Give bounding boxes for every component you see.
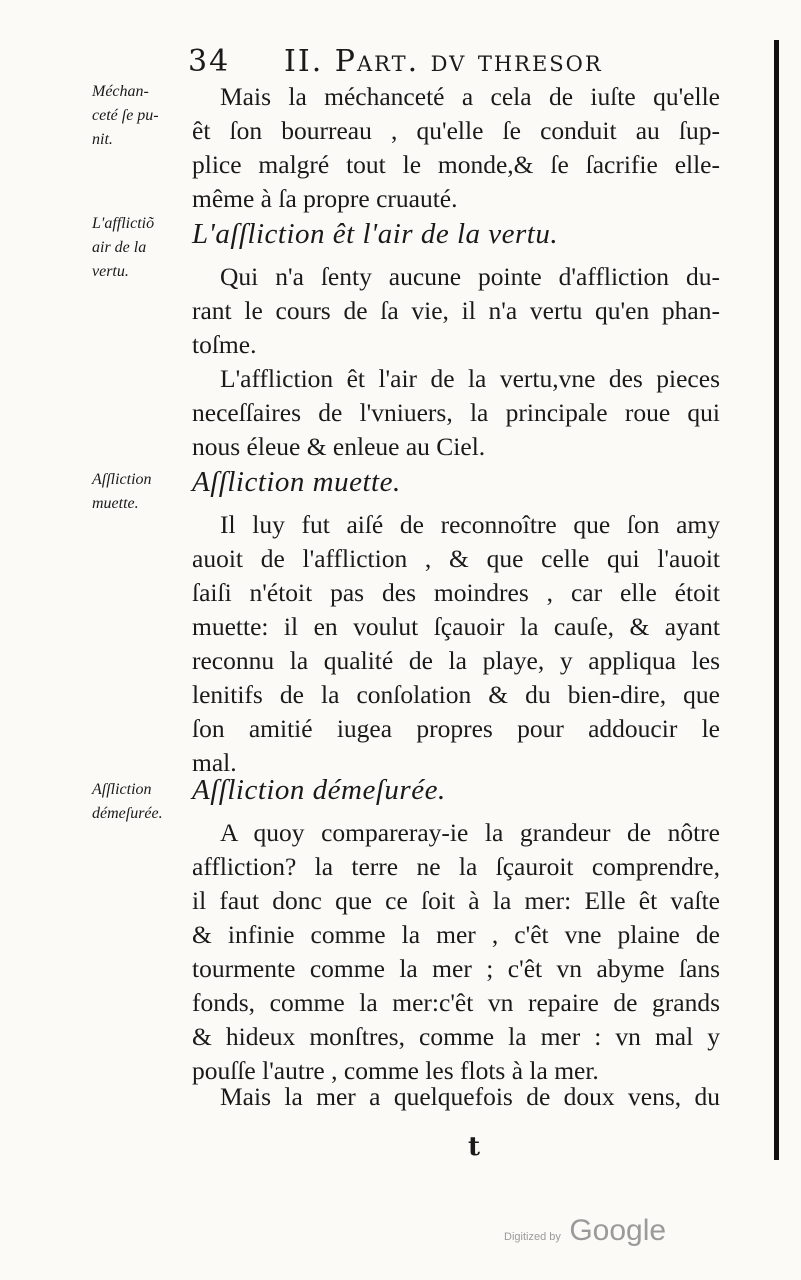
margin-note-line: vertu.: [92, 263, 129, 280]
text-line: muette: il en voulut ſçauoir la cauſe, & ayant: [192, 612, 720, 641]
digitization-watermark: [504, 1214, 666, 1248]
text-line: mal.: [192, 748, 237, 777]
paragraph: [192, 1080, 720, 1114]
text-line: même à ſa propre cruauté.: [192, 184, 458, 213]
margin-note-line: Méchan-: [92, 83, 149, 100]
text-line: il faut donc que ce ſoit à la mer: Elle êt vaſte: [192, 886, 720, 915]
text-line: neceſſaires de l'vniuers, la principale roue qui: [192, 398, 720, 427]
margin-note: [92, 468, 192, 516]
text-line: êt ſon bourreau , qu'elle ſe conduit au ſup-: [192, 116, 720, 145]
margin-note-line: Aſſliction: [92, 781, 152, 798]
text-line: tourmente comme la mer ; c'êt vn abyme ſans: [192, 954, 720, 983]
gutter-shadow: [774, 40, 779, 1160]
section-heading: Aſſliction muette.: [192, 466, 401, 498]
margin-note-line: L'afflictiõ: [92, 215, 155, 232]
text-line: & hideux monſtres, comme la mer : vn mal y: [192, 1022, 720, 1051]
paragraph: [192, 816, 720, 1088]
section-heading: Aſſliction démeſurée.: [192, 774, 446, 806]
text-line: ſon amitié iugea propres pour addoucir le: [192, 714, 720, 743]
margin-note: [92, 80, 192, 152]
text-line: rant le cours de ſa vie, il n'a vertu qu'en phan-: [192, 296, 720, 325]
text-line: Il luy fut aiſé de reconnoître que ſon amy: [220, 510, 720, 539]
text-line: plice malgré tout le monde,& ſe ſacrifie elle-: [192, 150, 720, 179]
text-line: fonds, comme la mer:c'êt vn repaire de grands: [192, 988, 720, 1017]
margin-note-line: Aſſliction: [92, 471, 152, 488]
text-line: nous éleue & enleue au Ciel.: [192, 432, 486, 461]
margin-note-line: démeſurée.: [92, 805, 163, 822]
page-number: 34: [188, 44, 231, 79]
running-title: II. Part. dv thresor: [284, 44, 603, 79]
text-line: L'affliction êt l'air de la vertu,vne des pieces: [220, 364, 720, 393]
google-logo: Google: [569, 1214, 667, 1247]
text-line: pouſſe l'autre , comme les flots à la mer.: [192, 1056, 599, 1085]
margin-note-line: air de la: [92, 239, 147, 256]
section-heading: L'aſſliction êt l'air de la vertu.: [192, 218, 559, 250]
margin-note: [92, 212, 192, 284]
text-line: ſaiſi n'étoit pas des moindres , car elle étoit: [192, 578, 720, 607]
paragraph: [192, 508, 720, 780]
text-line: toſme.: [192, 330, 257, 359]
text-line: reconnu la qualité de la playe, y appliqua les: [192, 646, 720, 675]
paragraph: [192, 362, 720, 464]
text-line: & infinie comme la mer , c'êt vne plaine de: [192, 920, 720, 949]
margin-note-line: ceté ſe pu-: [92, 107, 159, 124]
margin-note-line: muette.: [92, 495, 139, 512]
text-line: A quoy compareray-ie la grandeur de nôtre: [220, 818, 720, 847]
catchword: t: [468, 1132, 481, 1162]
margin-note: [92, 778, 192, 826]
text-line: Mais la mer a quelquefois de doux vens, du: [220, 1082, 720, 1111]
watermark-prefix: Digitized by: [504, 1231, 561, 1243]
text-line: Qui n'a ſenty aucune pointe d'affliction du-: [220, 262, 720, 291]
margin-note-line: nit.: [92, 131, 113, 148]
page-header: [188, 44, 668, 80]
paragraph: [192, 260, 720, 362]
paragraph: [192, 80, 720, 216]
text-line: affliction? la terre ne la ſçauroit comprendre,: [192, 852, 720, 881]
text-line: lenitifs de la conſolation & du bien-dire, que: [192, 680, 720, 709]
text-line: auoit de l'affliction , & que celle qui l'auoit: [192, 544, 720, 573]
text-line: Mais la méchanceté a cela de iuſte qu'elle: [220, 82, 720, 111]
